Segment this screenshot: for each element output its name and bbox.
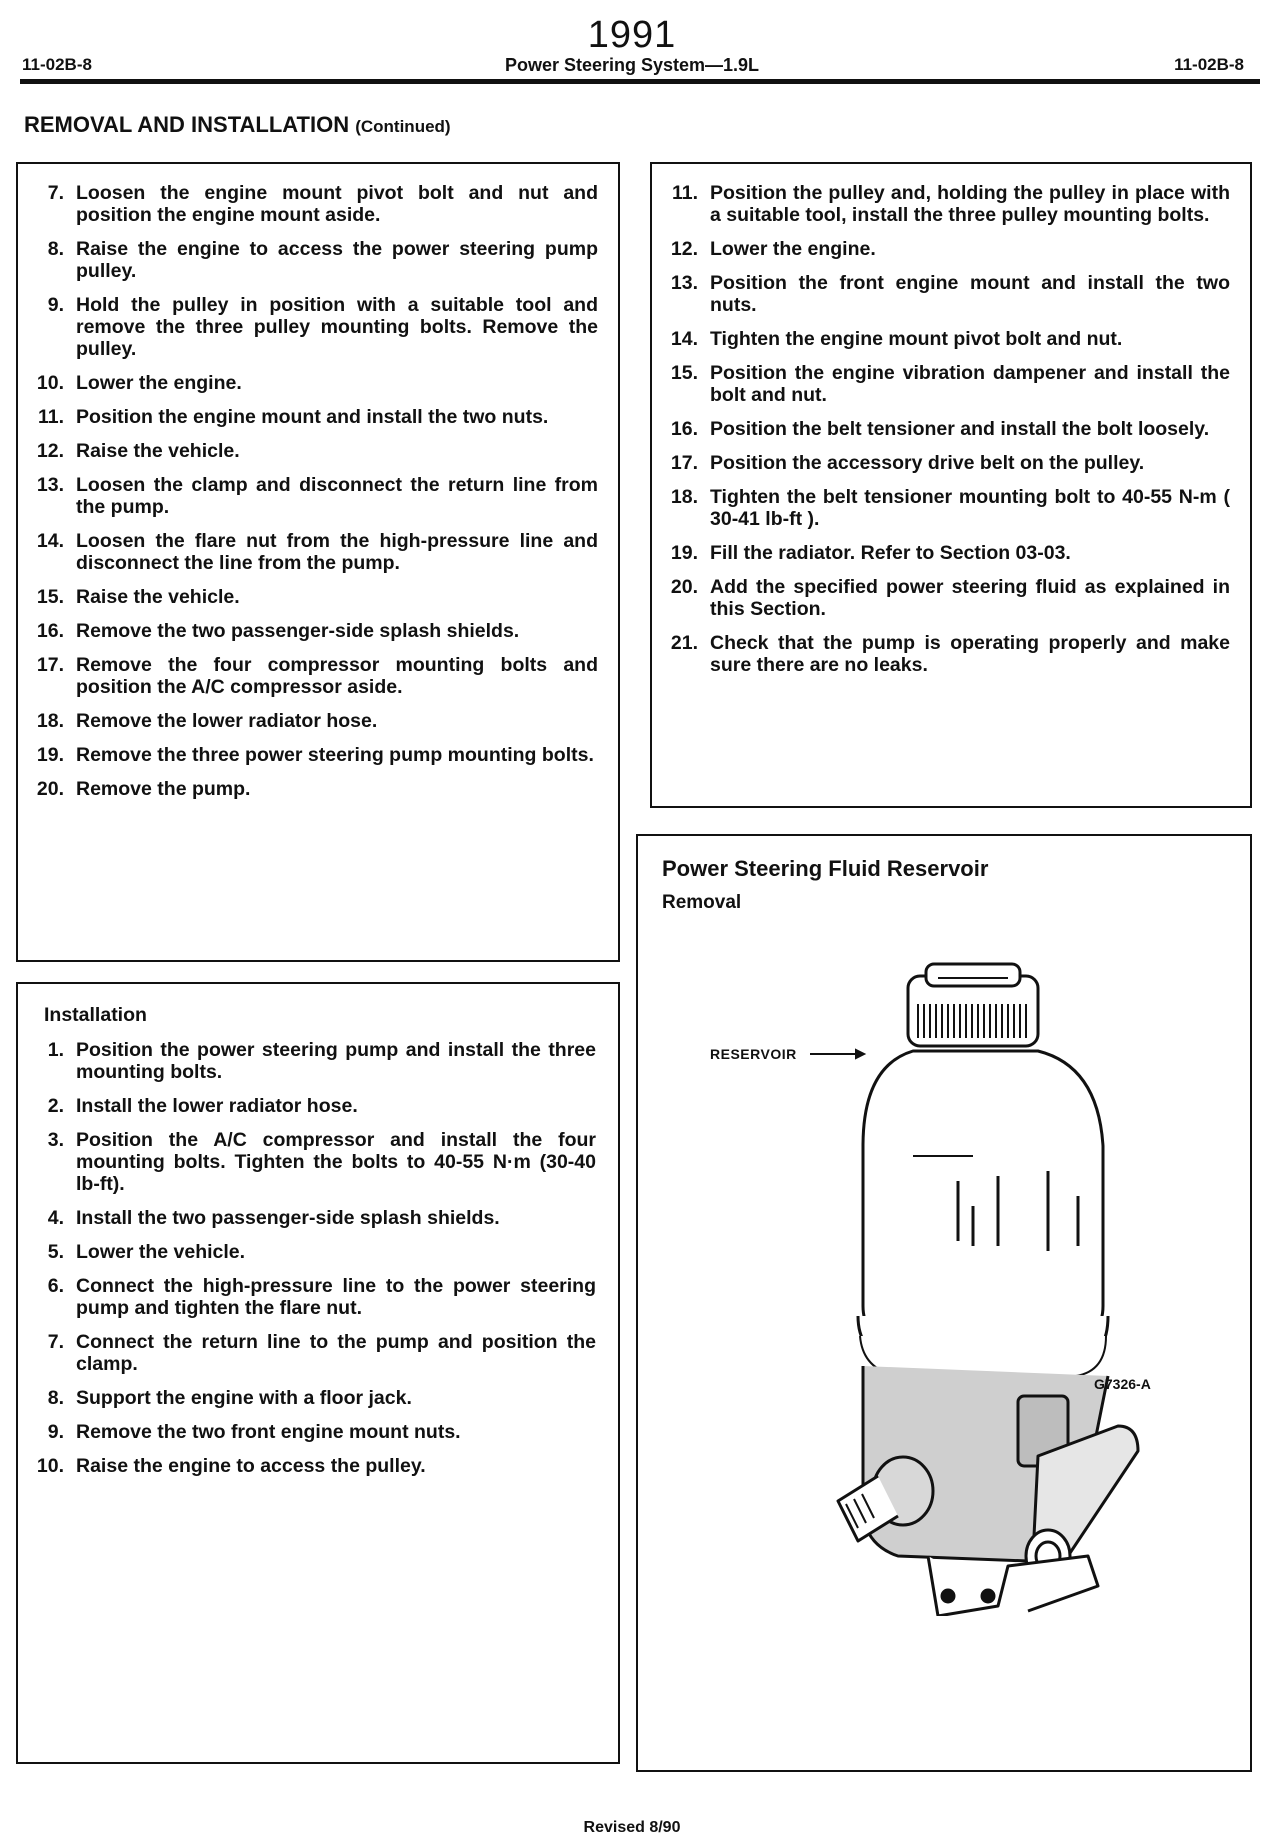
- figure-title: Power Steering Fluid Reservoir: [662, 856, 989, 881]
- removal-step: [32, 406, 598, 428]
- installation-step: [666, 328, 1230, 350]
- step-number: 20.: [36, 778, 64, 800]
- step-text: Lower the engine.: [710, 238, 876, 260]
- section-title-suffix: (Continued): [355, 117, 451, 136]
- step-text: Add the specified power steering fluid as explained in this Section.: [710, 576, 1230, 620]
- step-text: Raise the vehicle.: [76, 440, 240, 462]
- step-number: 6.: [47, 1275, 64, 1297]
- installation-continued-box: [650, 162, 1252, 808]
- step-text: Position the engine vibration dampener and install the bolt and nut.: [710, 362, 1230, 406]
- step-number: 7.: [47, 1331, 64, 1353]
- step-text: Raise the vehicle.: [76, 586, 240, 608]
- installation-step: [32, 1095, 596, 1117]
- step-number: 13.: [670, 272, 698, 294]
- step-number: 10.: [36, 1455, 64, 1477]
- step-number: 2.: [47, 1095, 64, 1117]
- step-text: Position the engine mount and install the two nuts.: [76, 406, 549, 428]
- section-title-text: REMOVAL AND INSTALLATION: [24, 112, 350, 137]
- step-text: Raise the engine to access the power steering pump pulley.: [76, 238, 598, 282]
- installation-step: [666, 238, 1230, 260]
- step-text: Connect the return line to the pump and position the clamp.: [76, 1331, 596, 1375]
- step-text: Position the power steering pump and install the three mounting bolts.: [76, 1039, 596, 1083]
- step-text: Tighten the engine mount pivot bolt and nut.: [710, 328, 1123, 350]
- reservoir-base: [928, 1556, 1098, 1616]
- step-text: Hold the pulley in position with a suitable tool and remove the three pulley mounting bolts. Remove the pulley.: [76, 294, 598, 360]
- step-number: 11.: [671, 182, 698, 204]
- step-number: 7.: [47, 182, 64, 204]
- step-text: Remove the four compressor mounting bolts and position the A/C compressor aside.: [76, 654, 598, 698]
- installation-step: [666, 632, 1230, 676]
- page-code-right: 11-02B-8: [1174, 55, 1244, 74]
- step-text: Fill the radiator. Refer to Section 03-03.: [710, 542, 1071, 564]
- revision-footer: Revised 8/90: [583, 1819, 681, 1836]
- removal-steps-box: [16, 162, 620, 962]
- step-text: Lower the engine.: [76, 372, 242, 394]
- step-number: 5.: [47, 1241, 64, 1263]
- installation-step: [666, 486, 1230, 530]
- step-text: Position the belt tensioner and install the bolt loosely.: [710, 418, 1210, 440]
- step-text: Remove the lower radiator hose.: [76, 710, 378, 732]
- removal-step: [32, 710, 598, 732]
- reservoir-callout: RESERVOIR: [710, 1046, 797, 1062]
- step-number: 4.: [47, 1207, 64, 1229]
- step-number: 16.: [670, 418, 698, 440]
- figure-code: G7326-A: [1094, 1376, 1151, 1392]
- installation-heading: Installation: [44, 1004, 147, 1026]
- step-number: 18.: [670, 486, 698, 508]
- step-text: Support the engine with a floor jack.: [76, 1387, 412, 1409]
- removal-step: [32, 586, 598, 608]
- removal-steps-list: [32, 182, 598, 800]
- step-text: Remove the pump.: [76, 778, 251, 800]
- removal-step: [32, 744, 598, 766]
- installation-step: [32, 1129, 596, 1195]
- step-number: 3.: [47, 1129, 64, 1151]
- step-text: Loosen the engine mount pivot bolt and nut and position the engine mount aside.: [76, 182, 598, 226]
- installation-continued-list: [666, 182, 1230, 676]
- header-rule: [20, 79, 1260, 84]
- step-number: 8.: [47, 1387, 64, 1409]
- figure-subtitle: Removal: [662, 892, 742, 913]
- installation-step: [666, 542, 1230, 564]
- installation-step: [32, 1241, 596, 1263]
- installation-box: [16, 982, 620, 1764]
- page-code-left: 11-02B-8: [22, 55, 92, 74]
- step-text: Install the lower radiator hose.: [76, 1095, 358, 1117]
- step-number: 1.: [47, 1039, 64, 1061]
- step-text: Lower the vehicle.: [76, 1241, 246, 1263]
- installation-step: [666, 182, 1230, 226]
- step-number: 11.: [37, 406, 64, 428]
- section-title: [24, 112, 451, 138]
- step-number: 17.: [670, 452, 698, 474]
- installation-step: [32, 1387, 596, 1409]
- step-number: 8.: [47, 238, 64, 260]
- step-number: 17.: [36, 654, 64, 676]
- page-title: Power Steering System—1.9L: [504, 55, 760, 75]
- step-text: Position the A/C compressor and install the four mounting bolts. Tighten the bolts to 40-55 N·m (30-40 lb-ft).: [76, 1129, 596, 1195]
- step-number: 20.: [670, 576, 698, 598]
- step-number: 21.: [670, 632, 698, 654]
- step-text: Loosen the flare nut from the high-pressure line and disconnect the line from the pump.: [76, 530, 598, 574]
- step-number: 12.: [670, 238, 698, 260]
- reservoir-body: [863, 1051, 1103, 1341]
- step-number: 10.: [36, 372, 64, 394]
- step-number: 19.: [670, 542, 698, 564]
- removal-step: [32, 294, 598, 360]
- step-text: Install the two passenger-side splash shields.: [76, 1207, 500, 1229]
- step-number: 16.: [36, 620, 64, 642]
- step-text: Position the pulley and, holding the pulley in place with a suitable tool, install the three pulley mounting bolts.: [710, 182, 1230, 226]
- step-number: 12.: [36, 440, 64, 462]
- removal-step: [32, 440, 598, 462]
- step-text: Raise the engine to access the pulley.: [76, 1455, 426, 1477]
- step-text: Loosen the clamp and disconnect the return line from the pump.: [76, 474, 598, 518]
- installation-step: [32, 1331, 596, 1375]
- step-number: 15.: [670, 362, 698, 384]
- installation-step: [666, 272, 1230, 316]
- step-number: 19.: [36, 744, 64, 766]
- installation-steps-list: [32, 1039, 596, 1477]
- removal-step: [32, 654, 598, 698]
- figure-box: [636, 834, 1252, 1772]
- removal-step: [32, 530, 598, 574]
- removal-step: [32, 182, 598, 226]
- page-year: 1991: [587, 14, 677, 56]
- removal-step: [32, 620, 598, 642]
- step-number: 15.: [36, 586, 64, 608]
- step-number: 14.: [36, 530, 64, 552]
- step-text: Position the accessory drive belt on the pulley.: [710, 452, 1145, 474]
- installation-step: [666, 576, 1230, 620]
- removal-step: [32, 238, 598, 282]
- step-text: Position the front engine mount and install the two nuts.: [710, 272, 1230, 316]
- installation-step: [666, 452, 1230, 474]
- installation-step: [32, 1421, 596, 1443]
- installation-step: [666, 418, 1230, 440]
- installation-step: [666, 362, 1230, 406]
- removal-step: [32, 474, 598, 518]
- step-text: Check that the pump is operating properly and make sure there are no leaks.: [710, 632, 1230, 676]
- step-text: Remove the three power steering pump mounting bolts.: [76, 744, 594, 766]
- step-text: Connect the high-pressure line to the power steering pump and tighten the flare nut.: [76, 1275, 596, 1319]
- removal-step: [32, 778, 598, 800]
- installation-step: [32, 1275, 596, 1319]
- step-text: Remove the two passenger-side splash shields.: [76, 620, 520, 642]
- installation-step: [32, 1039, 596, 1083]
- installation-step: [32, 1455, 596, 1477]
- step-text: Tighten the belt tensioner mounting bolt to 40-55 N-m ( 30-41 lb-ft ).: [710, 486, 1230, 530]
- step-number: 13.: [36, 474, 64, 496]
- step-number: 9.: [47, 1421, 64, 1443]
- removal-step: [32, 372, 598, 394]
- step-number: 14.: [670, 328, 698, 350]
- step-number: 9.: [47, 294, 64, 316]
- step-number: 18.: [36, 710, 64, 732]
- installation-step: [32, 1207, 596, 1229]
- step-text: Remove the two front engine mount nuts.: [76, 1421, 461, 1443]
